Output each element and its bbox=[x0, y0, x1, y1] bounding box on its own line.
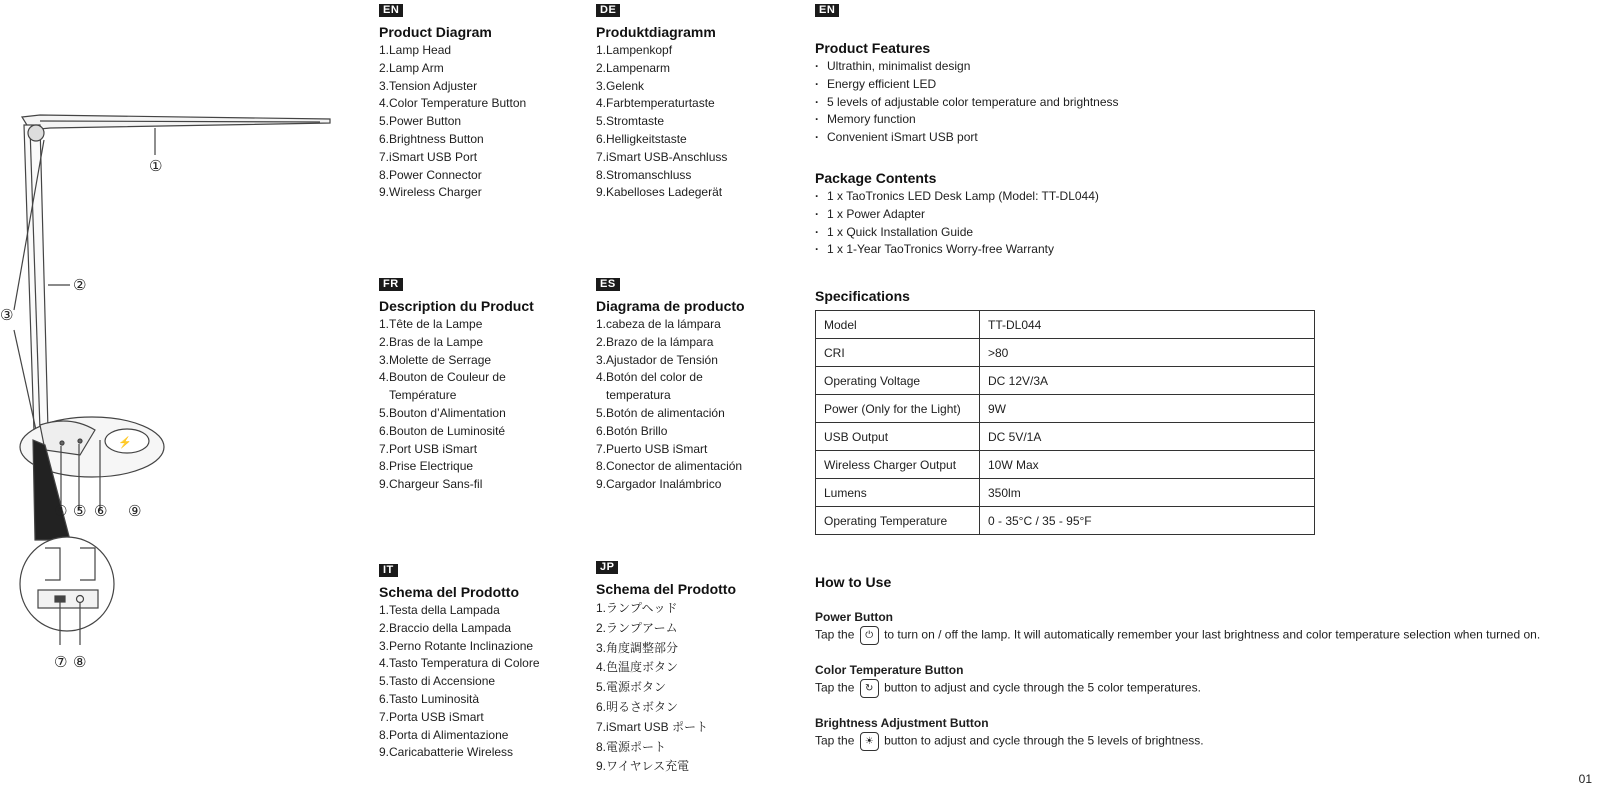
list-item: 4.Color Temperature Button bbox=[379, 96, 527, 111]
list-item: 9.Wireless Charger bbox=[379, 185, 482, 200]
list-es bbox=[596, 316, 796, 494]
list-item: 7.iSmart USB-Anschluss bbox=[596, 149, 728, 164]
section-package bbox=[815, 164, 1375, 259]
how-bright-text bbox=[815, 732, 1595, 751]
list-item: · 1 x Quick Installation Guide bbox=[815, 224, 1375, 242]
list-item: 8.Conector de alimentación bbox=[596, 459, 743, 474]
list-item: 5.Bouton d’Alimentation bbox=[379, 405, 506, 420]
spec-value: TT-DL044 bbox=[980, 311, 1315, 339]
title-specs: Specifications bbox=[815, 288, 910, 304]
list-item: 6.Bouton de Luminosité bbox=[379, 423, 506, 438]
table-row bbox=[816, 507, 1315, 535]
list-item: 9.Chargeur Sans-fil bbox=[379, 477, 483, 492]
title-features: Product Features bbox=[815, 40, 931, 56]
list-item-continued: temperatura bbox=[606, 388, 671, 403]
title-es: Diagrama de producto bbox=[596, 298, 745, 314]
list-item: 4.色温度ボタン bbox=[596, 660, 679, 675]
list-item: 1.Lamp Head bbox=[379, 43, 452, 57]
list-item: · 1 x Power Adapter bbox=[815, 206, 1375, 224]
table-row bbox=[816, 479, 1315, 507]
list-jp bbox=[596, 599, 796, 777]
section-features bbox=[815, 0, 1375, 147]
spec-key: Power (Only for the Light) bbox=[816, 395, 980, 423]
list-item: · 5 levels of adjustable color temperature and brightness bbox=[815, 94, 1375, 112]
list-item: 1.Testa della Lampada bbox=[379, 603, 500, 617]
lang-badge-it: IT bbox=[379, 564, 398, 577]
spec-table bbox=[815, 310, 1315, 535]
list-item: · Ultrathin, minimalist design bbox=[815, 58, 1375, 76]
list-item: 6.Helligkeitstaste bbox=[596, 131, 687, 146]
lang-badge-jp: JP bbox=[596, 561, 618, 574]
list-item: 2.Brazo de la lámpara bbox=[596, 334, 714, 349]
list-item: 1.ランプヘッド bbox=[596, 601, 678, 615]
callout-1: ① bbox=[149, 157, 163, 175]
list-item: · 1 x TaoTronics LED Desk Lamp (Model: TT-DL044) bbox=[815, 188, 1375, 206]
list-item: 5.Tasto di Accensione bbox=[379, 674, 496, 689]
list-item: 7.Porta USB iSmart bbox=[379, 709, 484, 724]
list-item: 8.Porta di Alimentazione bbox=[379, 727, 509, 742]
spec-value: 9W bbox=[980, 395, 1315, 423]
title-it: Schema del Prodotto bbox=[379, 584, 520, 600]
list-item: 6.Tasto Luminosità bbox=[379, 691, 480, 706]
list-item: 2.Braccio della Lampada bbox=[379, 620, 512, 635]
section-specs bbox=[815, 282, 1335, 535]
list-item: 6.Brightness Button bbox=[379, 131, 484, 146]
list-item: 5.Stromtaste bbox=[596, 114, 665, 129]
how-bright-pre: Tap the bbox=[815, 733, 855, 748]
spec-value: DC 12V/3A bbox=[980, 367, 1315, 395]
list-item: 5.Botón de alimentación bbox=[596, 405, 725, 420]
table-row bbox=[816, 395, 1315, 423]
list-de bbox=[596, 42, 796, 202]
how-power-title: Power Button bbox=[815, 610, 893, 624]
list-item-continued: Température bbox=[389, 388, 457, 403]
section-fr bbox=[379, 274, 589, 494]
how-bright-post: button to adjust and cycle through the 5 levels of brightness. bbox=[884, 733, 1204, 748]
lang-badge-en-right: EN bbox=[815, 4, 839, 17]
list-item: 4.Farbtemperaturtaste bbox=[596, 96, 715, 111]
spec-value: 350lm bbox=[980, 479, 1315, 507]
svg-text:⚡: ⚡ bbox=[118, 437, 132, 449]
callout-7: ⑦ bbox=[54, 653, 68, 671]
list-item: 2.Lampenarm bbox=[596, 60, 671, 75]
list-en bbox=[379, 42, 589, 202]
spec-key: Wireless Charger Output bbox=[816, 451, 980, 479]
list-item: 9.Caricabatterie Wireless bbox=[379, 745, 514, 760]
callout-3: ③ bbox=[0, 306, 14, 324]
list-item: · Energy efficient LED bbox=[815, 76, 1375, 94]
list-item: 2.ランプアーム bbox=[596, 620, 678, 635]
list-item: 2.Bras de la Lampe bbox=[379, 334, 484, 349]
table-row bbox=[816, 311, 1315, 339]
table-row bbox=[816, 339, 1315, 367]
section-de bbox=[596, 0, 796, 202]
list-item: 7.iSmart USB ポート bbox=[596, 719, 709, 734]
how-power-post: to turn on / off the lamp. It will automatically remember your last brightness and color temperature selection when turned on. bbox=[884, 627, 1541, 642]
spec-key: Operating Voltage bbox=[816, 367, 980, 395]
callout-9: ⑨ bbox=[128, 502, 142, 520]
list-item: 2.Lamp Arm bbox=[379, 60, 444, 75]
section-en bbox=[379, 0, 589, 202]
spec-key: USB Output bbox=[816, 423, 980, 451]
list-item: 1.Lampenkopf bbox=[596, 43, 673, 57]
list-item: 5.電源ボタン bbox=[596, 680, 667, 695]
page-number: 01 bbox=[1578, 772, 1592, 786]
list-item: 3.Gelenk bbox=[596, 78, 645, 93]
lang-badge-es: ES bbox=[596, 278, 620, 291]
list-item: 1.cabeza de la lámpara bbox=[596, 317, 721, 331]
list-item: 4.Botón del color de bbox=[596, 370, 703, 385]
title-fr: Description du Product bbox=[379, 298, 534, 314]
list-item: · 1 x 1-Year TaoTronics Worry-free Warranty bbox=[815, 241, 1375, 259]
list-item: 7.Puerto USB iSmart bbox=[596, 441, 708, 456]
list-item: 3.角度調整部分 bbox=[596, 640, 679, 655]
callout-5: ⑤ bbox=[73, 502, 87, 520]
section-how bbox=[815, 568, 1595, 751]
lang-badge-de: DE bbox=[596, 4, 620, 17]
list-item: 8.Stromanschluss bbox=[596, 167, 692, 182]
callout-8: ⑧ bbox=[73, 653, 87, 671]
spec-value: >80 bbox=[980, 339, 1315, 367]
list-item: 3.Perno Rotante Inclinazione bbox=[379, 638, 534, 653]
power-icon: ⏻ bbox=[860, 626, 879, 645]
list-item: 4.Tasto Temperatura di Colore bbox=[379, 656, 540, 671]
list-item bbox=[596, 387, 796, 405]
list-item: 3.Ajustador de Tensión bbox=[596, 352, 718, 367]
section-it bbox=[379, 560, 589, 762]
how-power-pre: Tap the bbox=[815, 627, 855, 642]
how-color-post: button to adjust and cycle through the 5 color temperatures. bbox=[884, 680, 1201, 695]
lang-badge-en: EN bbox=[379, 4, 403, 17]
spec-key: Operating Temperature bbox=[816, 507, 980, 535]
section-es bbox=[596, 274, 796, 494]
table-row bbox=[816, 451, 1315, 479]
how-bright-title: Brightness Adjustment Button bbox=[815, 716, 989, 730]
list-item: 8.Power Connector bbox=[379, 167, 482, 182]
spec-key: Lumens bbox=[816, 479, 980, 507]
list-package bbox=[815, 188, 1375, 259]
callout-6: ⑥ bbox=[94, 502, 108, 520]
list-item: 8.Prise Electrique bbox=[379, 459, 474, 474]
brightness-icon: ☀ bbox=[860, 732, 879, 751]
title-jp: Schema del Prodotto bbox=[596, 581, 737, 597]
callout-2: ② bbox=[73, 276, 87, 294]
list-item: · Memory function bbox=[815, 111, 1375, 129]
title-package: Package Contents bbox=[815, 170, 937, 186]
how-color-title: Color Temperature Button bbox=[815, 663, 964, 677]
list-item: 3.Molette de Serrage bbox=[379, 352, 492, 367]
title-en: Product Diagram bbox=[379, 24, 492, 40]
list-item: 5.Power Button bbox=[379, 114, 462, 129]
list-item: 9.Kabelloses Ladegerät bbox=[596, 185, 723, 200]
lang-badge-fr: FR bbox=[379, 278, 403, 291]
table-row bbox=[816, 367, 1315, 395]
list-item: 7.iSmart USB Port bbox=[379, 149, 478, 164]
list-item: 9.Cargador Inalámbrico bbox=[596, 477, 722, 492]
color-temperature-icon: ↻ bbox=[860, 679, 879, 698]
table-row bbox=[816, 423, 1315, 451]
list-item: 4.Bouton de Couleur de bbox=[379, 370, 506, 385]
list-features bbox=[815, 58, 1375, 147]
spec-value: 10W Max bbox=[980, 451, 1315, 479]
list-item bbox=[379, 387, 589, 405]
spec-key: CRI bbox=[816, 339, 980, 367]
spec-value: 0 - 35°C / 35 - 95°F bbox=[980, 507, 1315, 535]
list-item: 9.ワイヤレス充電 bbox=[596, 759, 690, 774]
how-color-pre: Tap the bbox=[815, 680, 855, 695]
list-item: 6.明るさボタン bbox=[596, 699, 679, 714]
section-jp bbox=[596, 557, 796, 777]
how-power-text bbox=[815, 626, 1595, 645]
list-fr bbox=[379, 316, 589, 494]
list-item: 1.Tête de la Lampe bbox=[379, 317, 483, 331]
list-item: 6.Botón Brillo bbox=[596, 423, 668, 438]
list-item: 3.Tension Adjuster bbox=[379, 78, 478, 93]
list-item: 7.Port USB iSmart bbox=[379, 441, 478, 456]
list-item: · Convenient iSmart USB port bbox=[815, 129, 1375, 147]
how-color-text bbox=[815, 679, 1595, 698]
spec-value: DC 5V/1A bbox=[980, 423, 1315, 451]
list-item: 8.電源ポート bbox=[596, 739, 667, 754]
title-de: Produktdiagramm bbox=[596, 24, 716, 40]
spec-key: Model bbox=[816, 311, 980, 339]
list-it bbox=[379, 602, 589, 762]
lamp-diagram bbox=[0, 0, 340, 798]
callout-4: ④ bbox=[54, 502, 68, 520]
title-how: How to Use bbox=[815, 574, 892, 590]
